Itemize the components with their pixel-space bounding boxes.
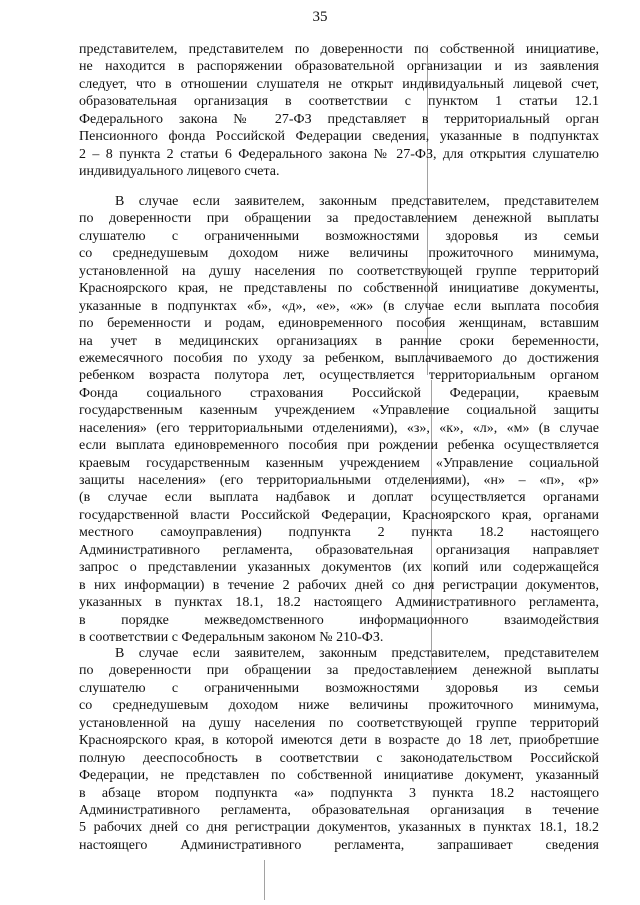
text-line: ежемесячного пособия по уходу за ребенком, выплачиваемого до достижения [79,350,599,366]
text-line: слушателю с ограниченными возможностями здоровья из семьи [79,228,599,244]
text-line: в них информации) в течение 2 рабочих дней со дня регистрации документов, [79,577,599,593]
text-line: по беременности и родам, единовременного пособия женщинам, вставшим [79,316,599,332]
paragraph-3 [79,645,599,854]
text-line: в соответствии с Федеральным законом № 210-ФЗ. [79,629,384,645]
text-line: государственной власти Российской Федерации, Красноярского края, органами [79,507,599,523]
text-line: защиты населения» (его территориальными отделениями), «н» – «п», «р» [79,473,599,488]
text-line: государственным казенным учреждением «Управление социальной защиты [79,403,599,419]
text-line: индивидуального лицевого счета. [79,164,280,180]
paragraph-1 [79,41,599,181]
text-line: образовательная организация в соответствии с пунктом 1 статьи 12.1 [79,94,599,110]
text-line: местного самоуправления) подпункта 2 пункта 18.2 настоящего [79,525,599,541]
text-line: Красноярского края, не представлены по собственной инициативе документы, [79,281,599,297]
text-line: краевым государственным казенным учреждением «Управление социальной [79,455,599,471]
text-line: на учет в медицинских организациях в ранние сроки беременности, [79,333,599,349]
text-line: представителем, представителем по доверенности по собственной инициативе, [79,42,599,57]
text-line: 2 – 8 пункта 2 статьи 6 Федерального закона № 27-ФЗ, для открытия слушателю [79,146,599,162]
text-line: в абзаце втором подпункта «а» подпункта 3 пункта 18.2 настоящего [79,785,599,801]
text-line: Административного регламента, образовательная организация в течение [79,802,599,818]
text-line: 5 рабочих дней со дня регистрации документов, указанных в пунктах 18.1, 18.2 [79,820,599,836]
text-line: со среднедушевым доходом ниже величины прожиточного минимума, [79,698,599,714]
text-line: в порядке межведомственного информационного взаимодействия [79,612,599,628]
text-line: Пенсионного фонда Российской Федерации сведения, указанные в подпунктах [79,129,599,145]
text-line: слушателю с ограниченными возможностями здоровья из семьи [79,680,599,696]
paragraph-2 [79,193,599,646]
scan-fold-line [264,860,265,900]
page-number: 35 [312,9,328,25]
text-line: В случае если заявителем, законным представителем, представителем [115,646,599,661]
text-line: указанных в пунктах 18.1, 18.2 настоящего Административного регламента, [79,595,599,611]
text-line: Административного регламента, образовательная организация направляет [79,542,599,558]
text-line: если выплата единовременного пособия при рождении ребенка осуществляется [79,438,599,454]
text-line: полную дееспособность в соответствии с законодательством Российской [79,750,599,766]
text-line: Федерации, не представлен по собственной инициативе документ, указанный [79,768,599,784]
text-line: Федерального закона № 27-ФЗ представляет в территориальный орган [79,111,599,127]
text-line: Фонда социального страхования Российской Федерации, краевым [79,385,599,401]
text-line: (в случае если выплата надбавок и доплат осуществляется органами [79,490,599,506]
text-line: не находится в распоряжении образовательной организации и из заявления [79,59,599,75]
text-line: по доверенности при обращении за предоставлением денежной выплаты [79,211,599,227]
text-line: Красноярского края, в которой имеются дети в возрасте до 18 лет, приобретшие [79,733,599,749]
text-line: настоящего Административного регламента, запрашивает сведения [79,837,599,853]
text-line: населения» (его территориальными отделениями), «з», «к», «л», «м» (в случае [79,420,599,436]
text-line: следует, что в отношении слушателя не открыт индивидуальный лицевой счет, [79,76,599,92]
text-line: указанные в подпунктах «б», «д», «е», «ж» (в случае если выплата пособия [79,298,599,314]
text-line: запрос о представлении указанных документов (их копий или содержащейся [79,560,599,576]
text-line: по доверенности при обращении за предоставлением денежной выплаты [79,663,599,679]
text-line: установленной на душу населения по соответствующей группе территорий [79,263,599,279]
text-line: установленной на душу населения по соответствующей группе территорий [79,715,599,731]
text-line: ребенком возраста полутора лет, осуществляется территориальным органом [79,368,599,384]
text-line: В случае если заявителем, законным представителем, представителем [115,194,599,209]
text-line: со среднедушевым доходом ниже величины прожиточного минимума, [79,246,599,262]
